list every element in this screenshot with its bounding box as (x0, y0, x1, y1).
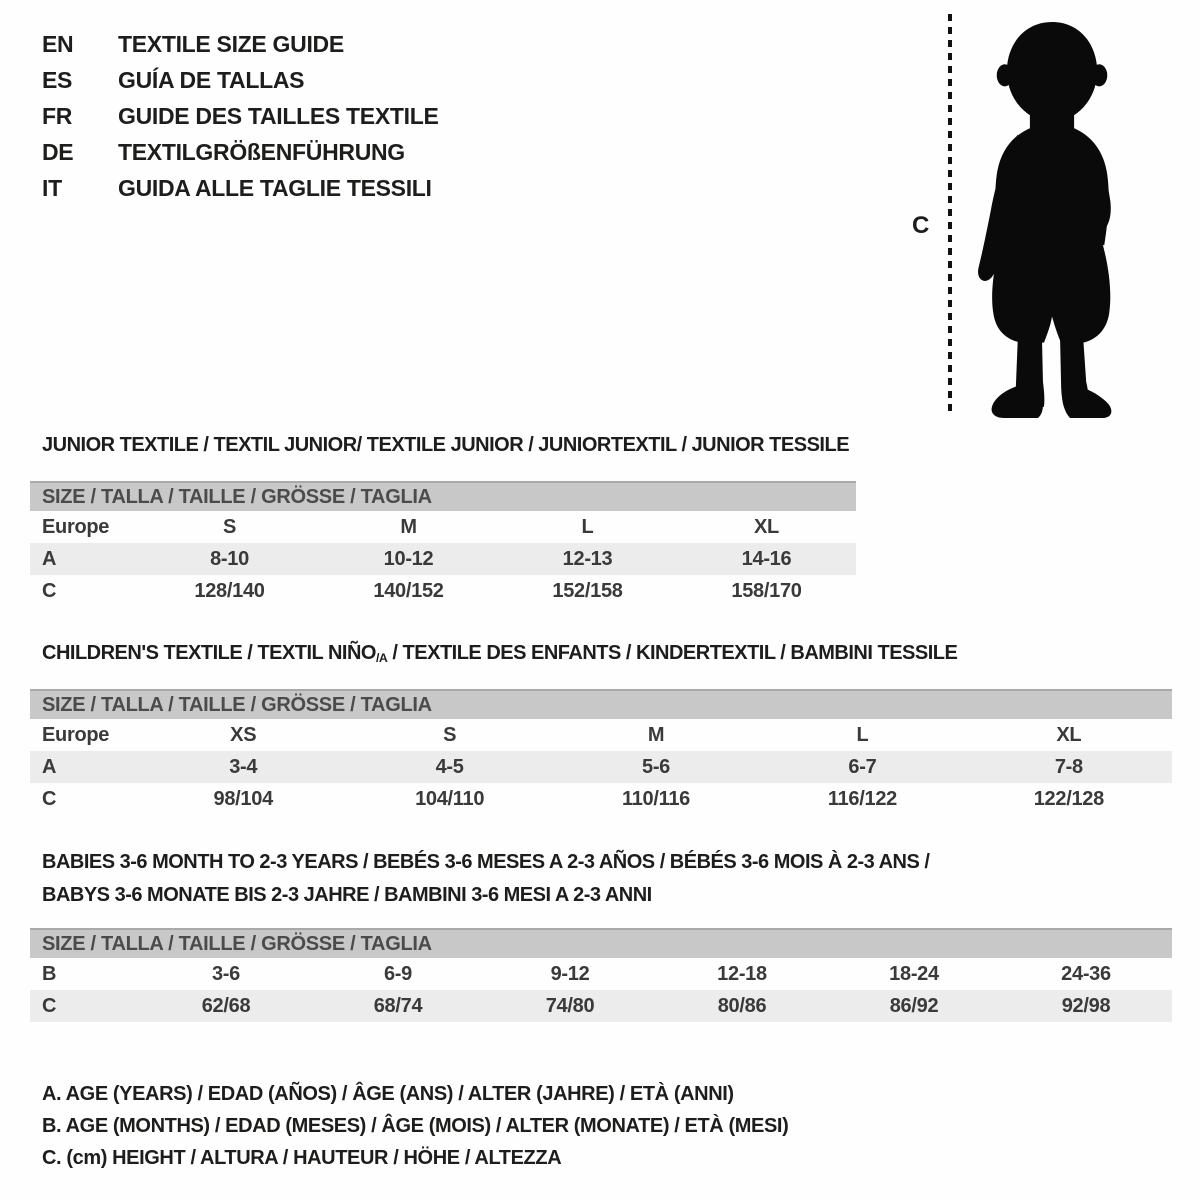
table-cell: XL (754, 515, 779, 538)
table-cell: 18-24 (889, 962, 939, 985)
table-cell: 122/128 (1033, 787, 1104, 810)
table-cell: S (222, 515, 237, 538)
height-measure-dashed-line (948, 14, 952, 416)
guide-title: TEXTILE SIZE GUIDE (118, 30, 344, 57)
table-cell: 128/140 (194, 579, 265, 602)
children-size-table (30, 689, 1172, 815)
table-cell: 80/86 (717, 994, 767, 1017)
table-cell: XS (230, 723, 257, 746)
guide-title: GUÍA DE TALLAS (118, 66, 305, 93)
table-cell: XL (1056, 723, 1082, 746)
table-cell: M (400, 515, 417, 538)
guide-title: GUIDE DES TAILLES TEXTILE (118, 102, 439, 129)
size-header-bar: SIZE / TALLA / TAILLE / GRÖSSE / TAGLIA (30, 689, 1172, 719)
table-cell: 158/170 (731, 579, 802, 602)
table-row (30, 751, 1172, 783)
language-code: FR (42, 102, 73, 129)
children-title-text: / TEXTILE DES ENFANTS / KINDERTEXTIL / BAMBINI TESSILE (387, 642, 958, 664)
language-row (42, 98, 439, 134)
language-row (42, 170, 439, 206)
language-code: EN (42, 30, 74, 57)
table-cell: S (443, 723, 457, 746)
toddler-silhouette-icon (964, 18, 1140, 420)
row-label: Europe (42, 515, 110, 538)
language-title-list (42, 26, 439, 206)
table-row (30, 575, 856, 607)
table-cell: 14-16 (741, 547, 792, 570)
table-row (30, 543, 856, 575)
table-cell: 24-36 (1061, 962, 1111, 985)
size-header-bar: SIZE / TALLA / TAILLE / GRÖSSE / TAGLIA (30, 481, 856, 511)
language-code: IT (42, 174, 62, 201)
legend-line-age-months: B. AGE (MONTHS) / EDAD (MESES) / ÂGE (MOIS) / ALTER (MONATE) / ETÀ (MESI) (42, 1115, 789, 1137)
table-cell: 116/122 (827, 787, 897, 810)
table-cell: 86/92 (889, 994, 939, 1017)
table-cell: 9-12 (550, 962, 590, 985)
guide-title: TEXTILGRÖßENFÜHRUNG (118, 138, 405, 165)
table-cell: 6-7 (848, 755, 877, 778)
table-cell: 8-10 (210, 547, 249, 570)
table-row (30, 511, 856, 543)
table-cell: 4-5 (435, 755, 464, 778)
row-label: C (42, 787, 57, 810)
table-cell: 3-4 (229, 755, 258, 778)
table-cell: 74/80 (545, 994, 595, 1017)
table-cell: 104/110 (415, 787, 485, 810)
table-cell: 140/152 (373, 579, 444, 602)
language-row (42, 62, 439, 98)
junior-size-table (30, 481, 856, 607)
table-cell: 5-6 (642, 755, 671, 778)
table-cell: 68/74 (373, 994, 423, 1017)
table-row (30, 783, 1172, 815)
legend-line-height-cm: C. (cm) HEIGHT / ALTURA / HAUTEUR / HÖHE / ALTEZZA (42, 1147, 562, 1169)
table-cell: 3-6 (211, 962, 240, 985)
children-title-subscript: /A (375, 651, 388, 666)
table-cell: 7-8 (1054, 755, 1083, 778)
children-section-title (42, 642, 957, 665)
height-measure-label: C (912, 212, 930, 239)
table-cell: 12-18 (717, 962, 767, 985)
legend-line-age-years: A. AGE (YEARS) / EDAD (AÑOS) / ÂGE (ANS) / ALTER (JAHRE) / ETÀ (ANNI) (42, 1083, 734, 1105)
table-cell: 92/98 (1061, 994, 1111, 1017)
table-cell: L (856, 723, 869, 746)
table-row (30, 958, 1172, 990)
table-cell: 12-13 (562, 547, 613, 570)
size-header-bar: SIZE / TALLA / TAILLE / GRÖSSE / TAGLIA (30, 928, 1172, 958)
table-row (30, 719, 1172, 751)
row-label: A (42, 547, 57, 570)
table-row (30, 990, 1172, 1022)
table-cell: 62/68 (201, 994, 251, 1017)
table-cell: M (647, 723, 665, 746)
row-label: A (42, 755, 57, 778)
table-cell: 10-12 (383, 547, 434, 570)
table-cell: 152/158 (552, 579, 623, 602)
language-row (42, 26, 439, 62)
babies-section-title-line2: BABYS 3-6 MONATE BIS 2-3 JAHRE / BAMBINI 3-6 MESI A 2-3 ANNI (42, 884, 652, 906)
guide-title: GUIDA ALLE TAGLIE TESSILI (118, 174, 432, 201)
language-code: ES (42, 66, 73, 93)
row-label: C (42, 579, 57, 602)
babies-section-title-line1: BABIES 3-6 MONTH TO 2-3 YEARS / BEBÉS 3-6 MESES A 2-3 AÑOS / BÉBÉS 3-6 MOIS À 2-3 ANS / (42, 851, 930, 873)
babies-size-table (30, 928, 1172, 1022)
table-cell: 98/104 (213, 787, 273, 810)
junior-section-title: JUNIOR TEXTILE / TEXTIL JUNIOR/ TEXTILE JUNIOR / JUNIORTEXTIL / JUNIOR TESSILE (42, 434, 850, 456)
measurement-legend (42, 1078, 788, 1174)
table-cell: 6-9 (383, 962, 412, 985)
language-row (42, 134, 439, 170)
children-title-text: CHILDREN'S TEXTILE / TEXTIL NIÑO (42, 642, 376, 664)
language-code: DE (42, 138, 74, 165)
table-cell: L (581, 515, 594, 538)
row-label: Europe (42, 723, 110, 746)
row-label: B (42, 962, 57, 985)
row-label: C (42, 994, 57, 1017)
table-cell: 110/116 (622, 787, 691, 810)
